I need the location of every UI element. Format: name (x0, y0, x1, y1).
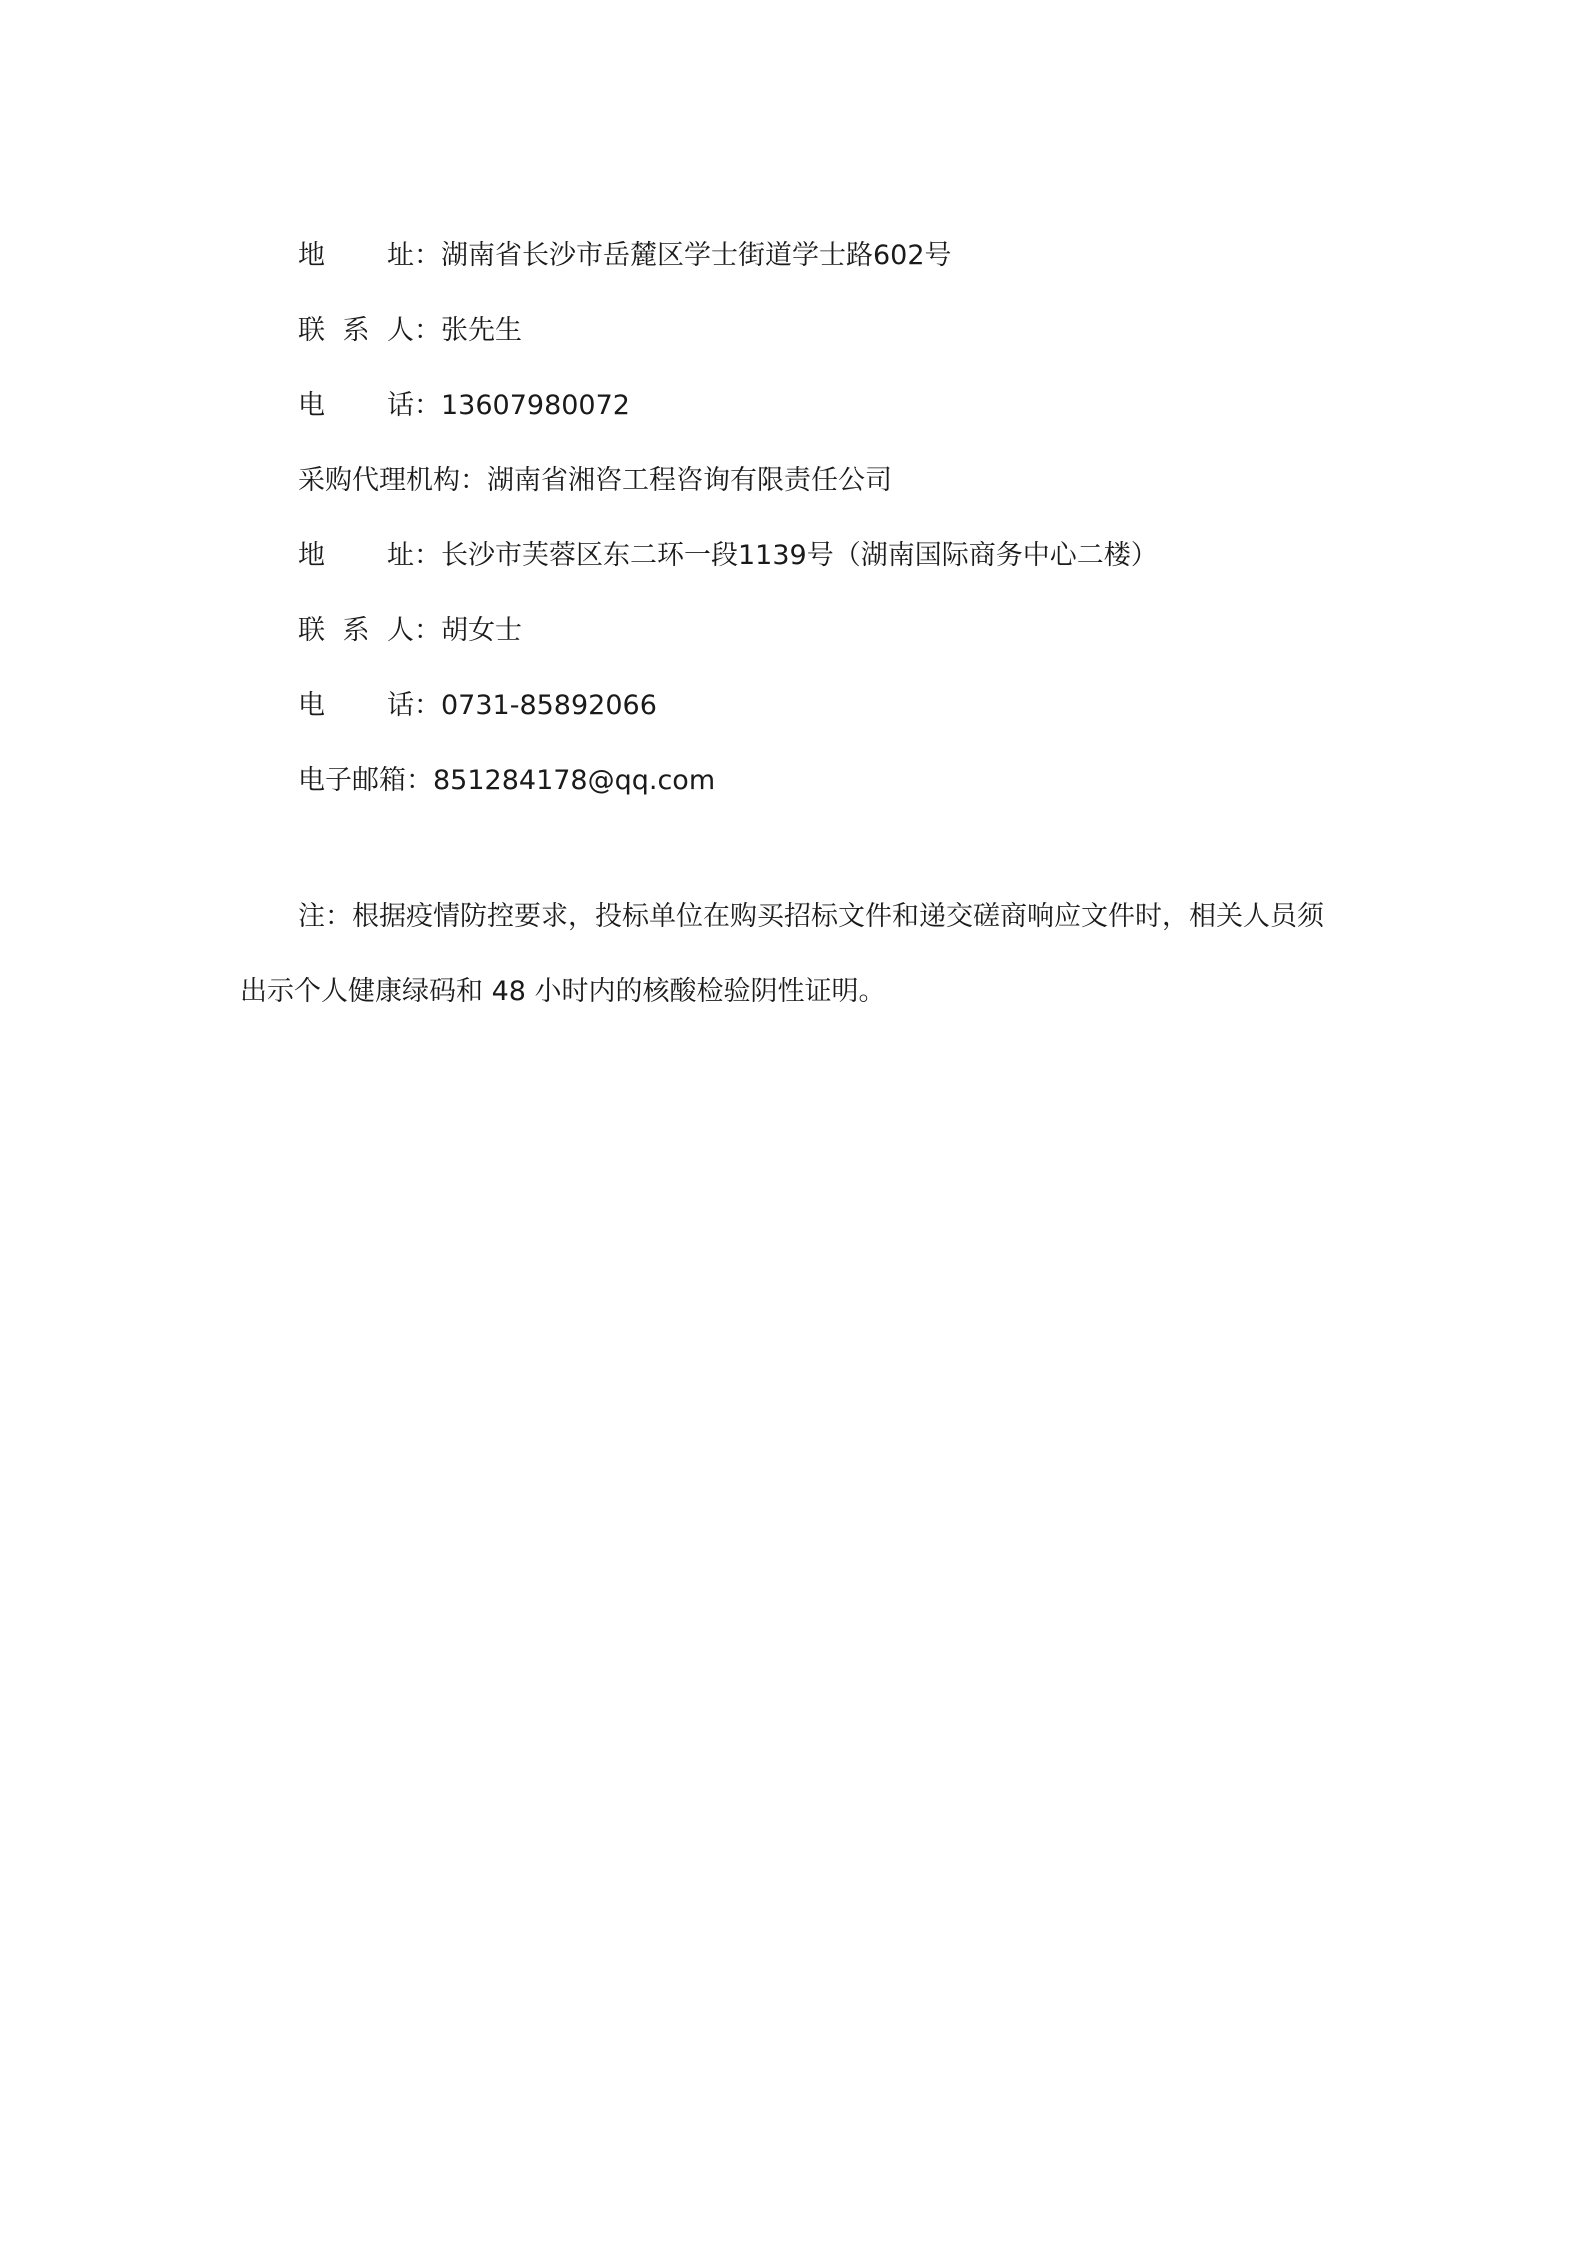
line-colon: ： (414, 240, 441, 271)
note-hours-number: 48 (491, 976, 526, 1007)
note-text-before: 出示个人健康绿码和 (240, 976, 492, 1007)
line-colon: ： (406, 765, 433, 796)
line-colon: ： (414, 615, 441, 646)
line-number: 0731-85892066 (441, 690, 657, 721)
line-label: 电 话 (298, 690, 414, 721)
line-label: 联 系 人 (298, 615, 414, 646)
line-label: 电 话 (298, 390, 414, 421)
epidemic-note (240, 879, 1350, 1029)
line-colon: ： (414, 690, 441, 721)
line-number: 851284178@qq.com (433, 765, 716, 796)
info-line-buyer-contact (298, 293, 1398, 368)
line-number: 1139 (738, 540, 807, 571)
line-label: 地 址 (298, 240, 414, 271)
info-line-buyer-phone (298, 368, 1398, 443)
line-value: 张先生 (441, 315, 522, 346)
note-line-2 (240, 954, 1350, 1029)
note-line-1: 注：根据疫情防控要求，投标单位在购买招标文件和递交磋商响应文件时，相关人员须 (298, 901, 1324, 932)
line-tail: 号 (924, 240, 952, 271)
line-label: 地 址 (298, 540, 414, 571)
line-number: 13607980072 (441, 390, 630, 421)
line-value: 长沙市芙蓉区东二环一段 (441, 540, 738, 571)
info-line-agency-email (298, 743, 1398, 818)
line-value: 湖南省湘咨工程咨询有限责任公司 (487, 465, 892, 496)
line-colon: ： (460, 465, 487, 496)
line-label: 采购代理机构 (298, 465, 460, 496)
line-value: 胡女士 (441, 615, 522, 646)
line-colon: ： (414, 315, 441, 346)
info-line-buyer-address (298, 218, 1398, 293)
contact-info-block (298, 218, 1398, 818)
line-label: 联 系 人 (298, 315, 414, 346)
info-line-agency-phone (298, 668, 1398, 743)
line-tail: 号（湖南国际商务中心二楼） (806, 540, 1158, 571)
line-label: 电子邮箱 (298, 765, 406, 796)
line-colon: ： (414, 540, 441, 571)
line-colon: ： (414, 390, 441, 421)
info-line-agency-contact (298, 593, 1398, 668)
line-value: 湖南省长沙市岳麓区学士街道学士路 (441, 240, 873, 271)
note-text-after: 小时内的核酸检验阴性证明。 (525, 976, 886, 1007)
info-line-agency-address (298, 518, 1398, 593)
info-line-agency-name (298, 443, 1398, 518)
line-number: 602 (873, 240, 925, 271)
